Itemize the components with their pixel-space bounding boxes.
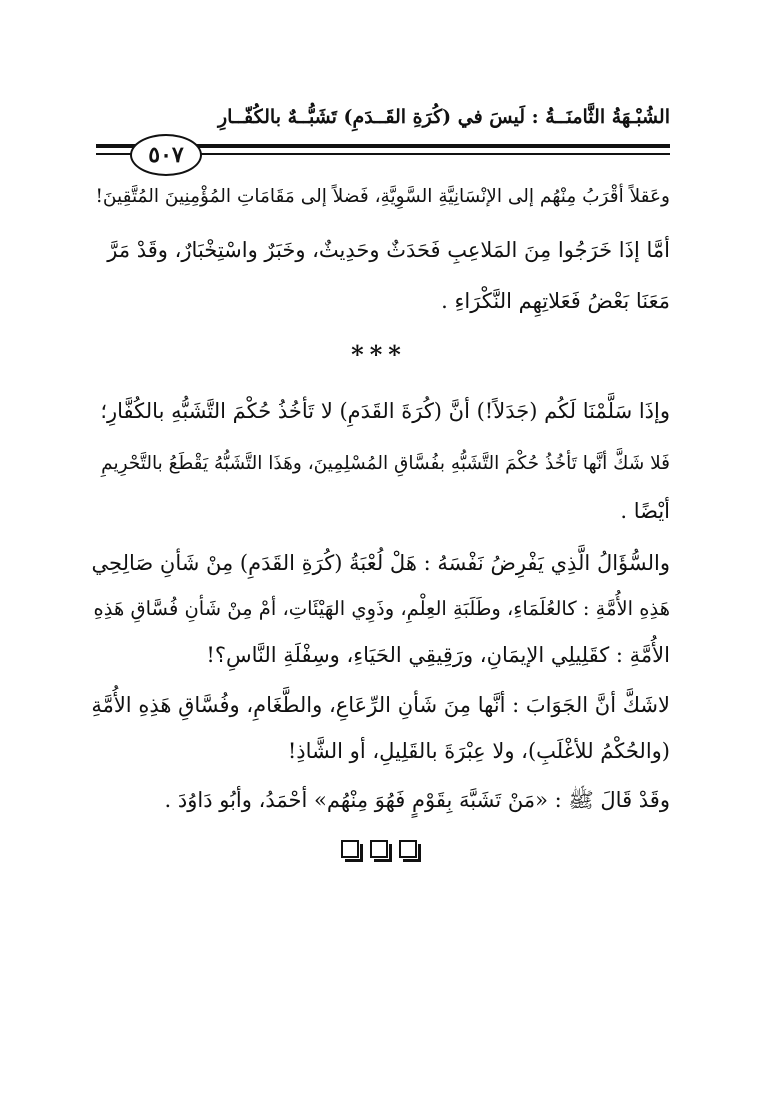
text-line: فَلا شَكَّ أنَّها تَأخُذُ حُكْمَ التَّشَبُّهِ بفُسَّاقِ المُسْلِمِينَ، وهَذَا التَّشَبُّهُ يَقْطَعُ بالتَّحْرِيمِ (101, 453, 670, 474)
box-ornament (341, 840, 359, 858)
text-line: مَعَنَا بَعْضُ فَعَلاتِهِم النَّكْرَاءِ . (441, 289, 670, 313)
text-line: وإذَا سَلَّمْنَا لَكُم (جَدَلاً!) أنَّ (كُرَةَ القَدَمِ) لا تَأخُذُ حُكْمَ التَّشَبُّهِ بالكُفَّارِ؛ (100, 399, 670, 423)
text-line: لاشَكَّ أنَّ الجَوَابَ : أنَّها مِنَ شَأنِ الرِّعَاعِ، والطَّغَامِ، وفُسَّاقِ هَذِهِ الأُمَّةِ (91, 693, 670, 717)
chapter-end-marks (0, 840, 758, 862)
box-ornament (399, 840, 417, 858)
text-line: الأُمَّةِ : كقَلِيلِي الإيمَانِ، ورَقِيقِي الحَيَاءِ، وسِفْلَةِ النَّاسِ؟! (206, 643, 670, 667)
box-ornament (370, 840, 388, 858)
section-separator: *** (351, 340, 407, 369)
text-line: والسُّؤَالُ الَّذِي يَفْرِضُ نَفْسَهُ : هَلْ لُعْبَةُ (كُرَةِ القَدَمِ) مِنْ شَأنِ صَالِحِي (91, 551, 670, 575)
text-line: أمَّا إذَا خَرَجُوا مِنَ المَلاعِبِ فَحَدَثٌ وحَدِيثٌ، وخَبَرٌ واسْتِخْبَارٌ، وقَدْ مَرَّ (107, 238, 670, 262)
text-line: وقَدْ قَالَ ﷺ : «مَنْ تَشَبَّهَ بِقَوْمٍ فَهُوَ مِنْهُم» أحْمَدُ، وأبُو دَاوُدَ . (164, 788, 670, 812)
text-line: هَذِهِ الأُمَّةِ : كالعُلَمَاءِ، وطَلَبَةِ العِلْمِ، وذَوِي الهَيْئَاتِ، أمْ مِنْ شَأنِ فُسَّاقِ هَذِهِ (93, 597, 670, 620)
text-line: (والحُكْمُ للأغْلَبِ)، ولا عِبْرَةَ بالقَلِيلِ، أو الشَّاذِ! (287, 739, 670, 763)
text-line: أيْضًا . (620, 499, 670, 523)
text-line: وعَقلاً أقْرَبُ مِنْهُم إلى الإنْسَانِيَّةِ السَّوِيَّةِ، فَضلاً إلى مَقَامَاتِ المُؤْمِنِينَ المُتَّقِينَ! (95, 186, 670, 207)
page-number: ٥٠٧ (130, 134, 202, 176)
running-header-title: الشُبْـهَةُ الثَّامنَــةُ : لَيسَ في (كُرَةِ القَــدَمِ) تَشَبُّــهٌ بالكُفّــارِ (217, 106, 670, 128)
